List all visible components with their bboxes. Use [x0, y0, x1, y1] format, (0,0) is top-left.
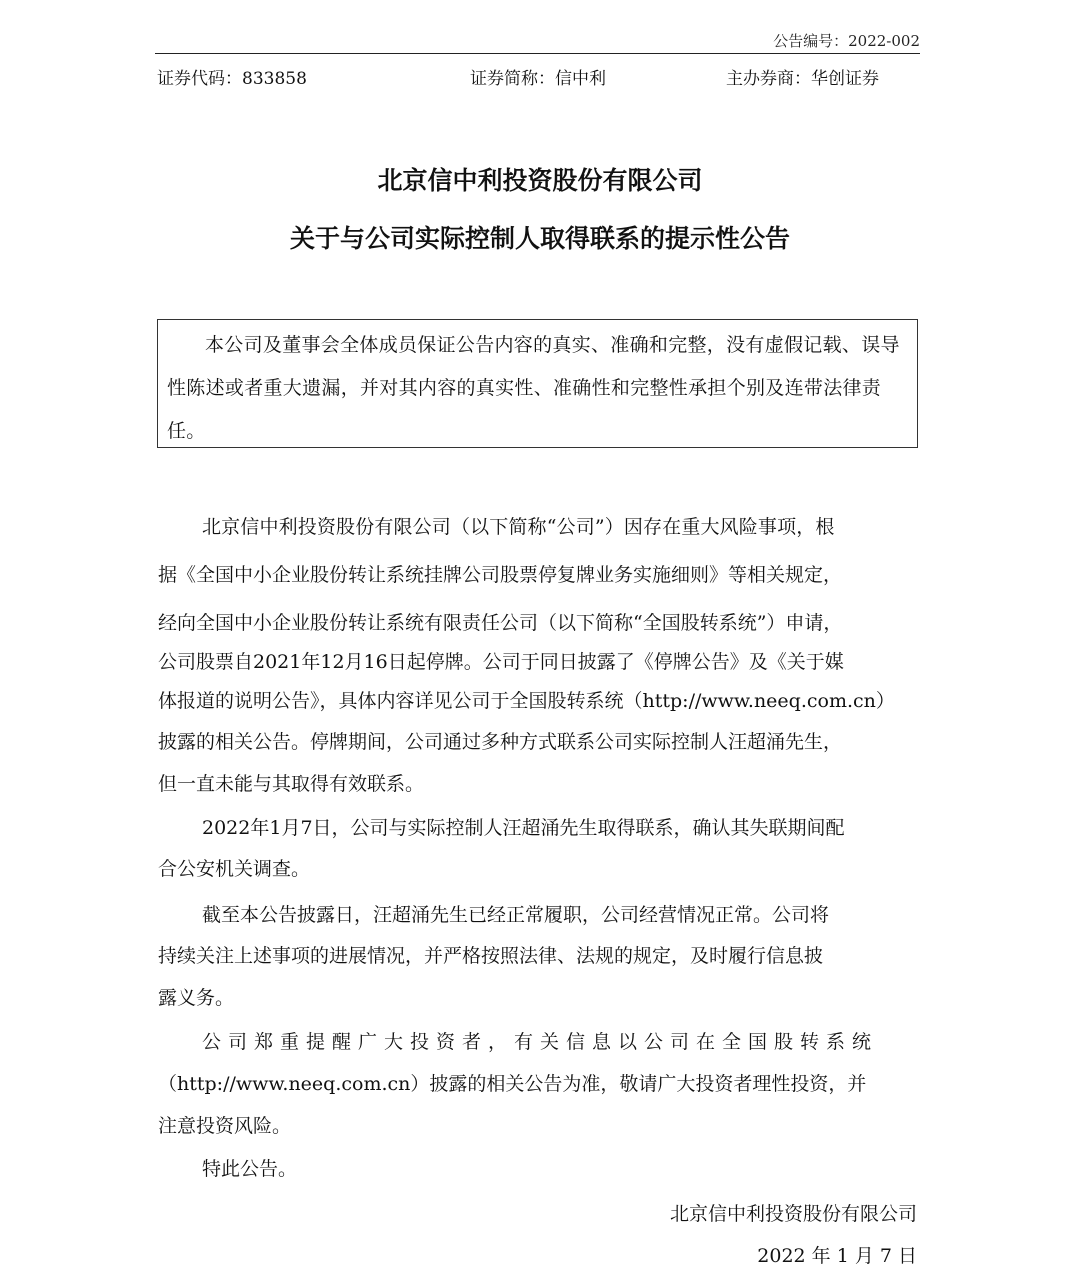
disclaimer-box [157, 319, 918, 448]
p3-line: 截至本公告披露日，汪超涌先生已经正常履职，公司经营情况正常。公司将 [202, 904, 830, 926]
p1-line: 经向全国中小企业股份转让系统有限责任公司（以下简称“全国股转系统”）申请， [158, 612, 843, 634]
p1-line: 据《全国中小企业股份转让系统挂牌公司股票停复牌业务实施细则》等相关规定， [158, 564, 843, 586]
p1-line: 公司股票自2021年12月16日起停牌。公司于同日披露了《停牌公告》及《关于媒 [158, 651, 844, 673]
title-line-1: 北京信中利投资股份有限公司 [377, 166, 703, 195]
sponsor-broker: 主办券商：华创证券 [726, 69, 879, 89]
disclaimer-text: 本公司及董事会全体成员保证公告内容的真实、准确和完整，没有虚假记载、误导性陈述或者重大遗漏，并对其内容的真实性、准确性和完整性承担个别及连带法律责任。 [167, 334, 900, 442]
stock-code: 证券代码：833858 [157, 69, 307, 89]
notice-number: 公告编号：2022-002 [773, 32, 920, 50]
title-line-2: 关于与公司实际控制人取得联系的提示性公告 [289, 224, 790, 253]
p3-line: 露义务。 [158, 987, 235, 1009]
p2-line: 2022年1月7日，公司与实际控制人汪超涌先生取得联系，确认其失联期间配 [202, 817, 845, 839]
p4-line: 公司郑重提醒广大投资者，有关信息以公司在全国股转系统 [202, 1031, 879, 1053]
header-rule [155, 53, 920, 54]
p1-line: 体报道的说明公告》，具体内容详见公司于全国股转系统（http://www.neeq.com.cn） [158, 690, 895, 712]
closing-line: 特此公告。 [202, 1158, 298, 1180]
p1-line: 披露的相关公告。停牌期间，公司通过多种方式联系公司实际控制人汪超涌先生， [158, 731, 843, 753]
signature-company: 北京信中利投资股份有限公司 [669, 1203, 917, 1225]
p3-line: 持续关注上述事项的进展情况，并严格按照法律、法规的规定，及时履行信息披 [158, 945, 824, 967]
p2-line: 合公安机关调查。 [158, 858, 311, 880]
stock-abbreviation: 证券简称：信中利 [470, 69, 606, 89]
p1-line: 但一直未能与其取得有效联系。 [158, 773, 425, 795]
signature-date: 2022 年 1 月 7 日 [757, 1245, 917, 1267]
p4-line: （http://www.neeq.com.cn）披露的相关公告为准，敬请广大投资者理性投资，并 [158, 1073, 867, 1095]
p4-line: 注意投资风险。 [158, 1115, 292, 1137]
p1-line: 北京信中利投资股份有限公司（以下简称“公司”）因存在重大风险事项，根 [202, 516, 835, 538]
